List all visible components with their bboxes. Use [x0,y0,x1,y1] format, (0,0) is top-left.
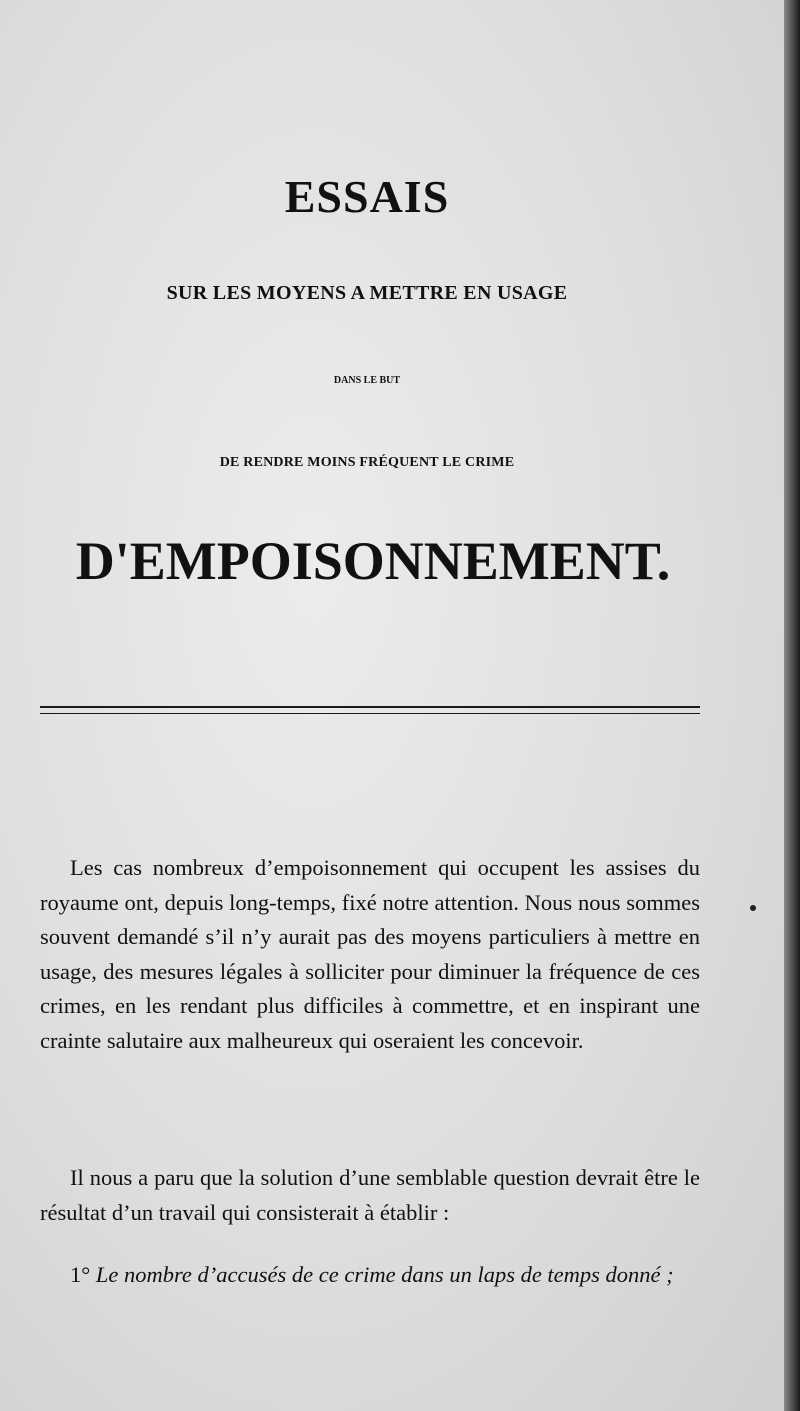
divider-rule-thick [40,706,700,708]
body-paragraph-2: Il nous a paru que la solution d’une semblable question devrait être le résultat d’un travail qui consisterait à établir : [40,1165,700,1225]
document-title: ESSAIS [284,171,450,222]
subtitle-line-3: DE RENDRE MOINS FRÉQUENT LE CRIME [219,455,515,470]
enumerated-item-1 [40,1258,700,1293]
subtitle-line-1: SUR LES MOYENS A METTRE EN USAGE [166,282,568,304]
main-title: D'EMPOISONNEMENT. [75,531,671,591]
item-text: Le nombre d’accusés de ce crime dans un laps de temps donné ; [95,1262,674,1287]
item-number: 1° [70,1262,91,1287]
divider-rule-thin [40,713,700,714]
page-edge-shadow [784,0,800,1411]
subtitle-line-2: DANS LE BUT [333,375,401,386]
ink-speck [750,905,756,911]
body-paragraph-1: Les cas nombreux d’empoisonnement qui occupent les assises du royaume ont, depuis long-temps, fixé notre attention. Nous nous sommes souvent demandé s’il n’y aurait pas des moyens particuliers à mettre en usage, des mesures légales à solliciter pour diminuer la fréquence de ces crimes, en les rendant plus difficiles à commettre, et en inspirant une crainte salutaire aux malheureux qui oseraient les concevoir. [40,855,700,1053]
